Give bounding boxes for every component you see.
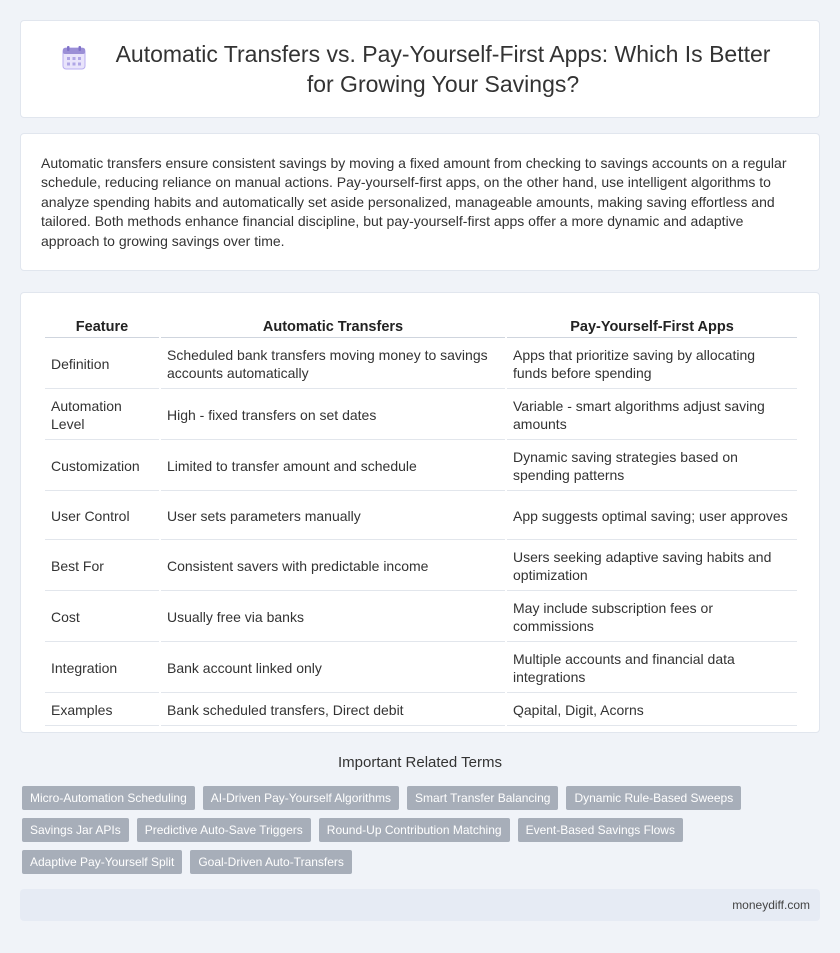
footer-site-link[interactable]: moneydiff.com <box>732 898 810 912</box>
table-cell-feature: User Control <box>45 493 159 540</box>
intro-card <box>20 133 820 271</box>
table-row <box>45 442 797 491</box>
comparison-card <box>20 292 820 733</box>
related-term-tag[interactable]: Predictive Auto-Save Triggers <box>137 818 311 842</box>
table-cell-automatic: Consistent savers with predictable income <box>161 542 505 591</box>
table-cell-feature: Examples <box>45 695 159 726</box>
table-cell-automatic: Limited to transfer amount and schedule <box>161 442 505 491</box>
table-row <box>45 695 797 726</box>
table-row <box>45 493 797 540</box>
table-row <box>45 644 797 693</box>
table-cell-app: App suggests optimal saving; user approves <box>507 493 797 540</box>
table-cell-app: Variable - smart algorithms adjust saving amounts <box>507 391 797 440</box>
table-cell-automatic: Bank account linked only <box>161 644 505 693</box>
table-cell-feature: Cost <box>45 593 159 642</box>
related-term-tag[interactable]: Dynamic Rule-Based Sweeps <box>566 786 741 810</box>
related-term-tag[interactable]: Round-Up Contribution Matching <box>319 818 510 842</box>
table-cell-feature: Definition <box>45 340 159 389</box>
table-cell-automatic: Bank scheduled transfers, Direct debit <box>161 695 505 726</box>
calendar-icon <box>61 45 87 71</box>
header-automatic-transfers: Automatic Transfers <box>161 315 505 338</box>
title-card <box>20 20 820 118</box>
table-cell-automatic: Usually free via banks <box>161 593 505 642</box>
related-term-tag[interactable]: AI-Driven Pay-Yourself Algorithms <box>203 786 399 810</box>
table-cell-app: May include subscription fees or commissions <box>507 593 797 642</box>
related-term-tag[interactable]: Goal-Driven Auto-Transfers <box>190 850 352 874</box>
intro-paragraph: Automatic transfers ensure consistent savings by moving a fixed amount from checking to savings accounts on a regular schedule, reducing reliance on manual actions. Pay-yourself-first apps, on the other hand, use intelligent algorithms to analyze spending habits and automatically set aside personalized, manageable amounts, making saving effortless and tailored. Both methods enhance financial discipline, but pay-yourself-first apps offer a more dynamic and adaptive approach to growing savings over time. <box>41 155 787 249</box>
comparison-table <box>43 313 799 728</box>
title-wrap <box>61 39 779 99</box>
table-cell-automatic: Scheduled bank transfers moving money to savings accounts automatically <box>161 340 505 389</box>
table-cell-feature: Customization <box>45 442 159 491</box>
table-cell-app: Multiple accounts and financial data integrations <box>507 644 797 693</box>
table-cell-app: Dynamic saving strategies based on spending patterns <box>507 442 797 491</box>
related-term-tag[interactable]: Smart Transfer Balancing <box>407 786 558 810</box>
related-term-tag[interactable]: Savings Jar APIs <box>22 818 129 842</box>
table-cell-feature: Best For <box>45 542 159 591</box>
table-row <box>45 542 797 591</box>
footer <box>20 889 820 921</box>
related-terms-title: Important Related Terms <box>338 754 502 771</box>
related-terms-list <box>22 786 822 882</box>
table-cell-automatic: High - fixed transfers on set dates <box>161 391 505 440</box>
table-row <box>45 593 797 642</box>
page-title: Automatic Transfers vs. Pay-Yourself-First Apps: Which Is Better for Growing Your Savings? <box>115 41 771 97</box>
related-term-tag[interactable]: Adaptive Pay-Yourself Split <box>22 850 182 874</box>
table-cell-app: Qapital, Digit, Acorns <box>507 695 797 726</box>
table-row <box>45 391 797 440</box>
table-cell-feature: Automation Level <box>45 391 159 440</box>
header-pay-yourself-first-apps: Pay-Yourself-First Apps <box>507 315 797 338</box>
table-header-row <box>45 315 797 338</box>
table-cell-app: Apps that prioritize saving by allocating funds before spending <box>507 340 797 389</box>
table-cell-feature: Integration <box>45 644 159 693</box>
related-term-tag[interactable]: Micro-Automation Scheduling <box>22 786 195 810</box>
header-feature: Feature <box>45 315 159 338</box>
table-cell-app: Users seeking adaptive saving habits and optimization <box>507 542 797 591</box>
table-row <box>45 340 797 389</box>
table-cell-automatic: User sets parameters manually <box>161 493 505 540</box>
related-term-tag[interactable]: Event-Based Savings Flows <box>518 818 683 842</box>
